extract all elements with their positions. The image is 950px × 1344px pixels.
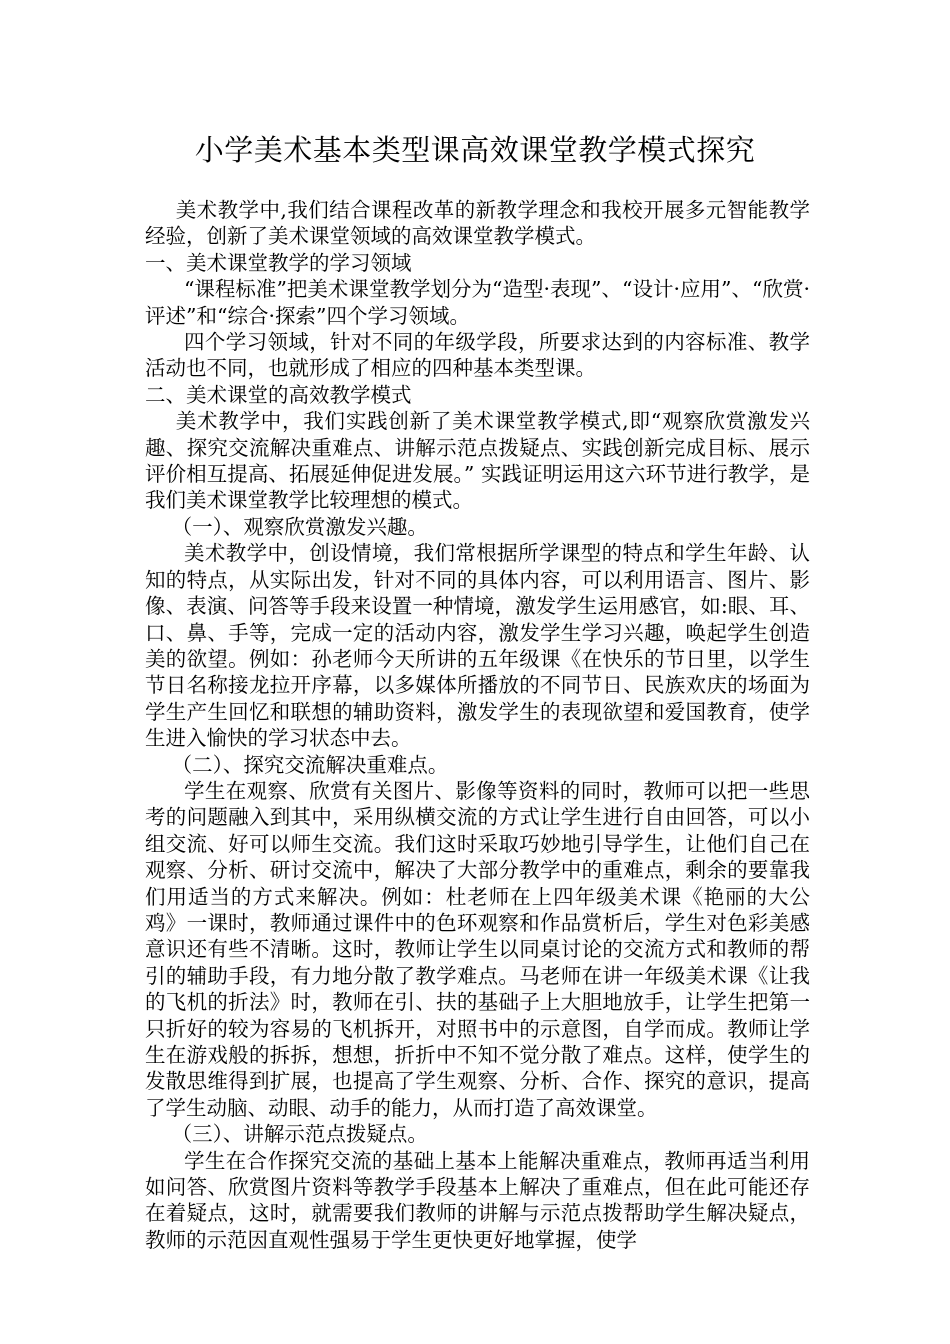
paragraph-demonstrate: 学生在合作探究交流的基础上基本上能解决重难点，教师再适当利用如问答、欣赏图片资料等教学手段基本上解决了重难点，但在此可能还存在着疑点，这时，就需要我们教师的讲解与示范点拨帮助学生解决疑点，教师的示范因直观性强易于学生更快更好地掌握，使学 [145, 1148, 810, 1252]
paragraph-four-fields: 四个学习领域，针对不同的年级学段，所要求达到的内容标准、教学活动也不同，也就形成了相应的四种基本类型课。 [145, 330, 810, 381]
paragraph-teaching-model: 美术教学中，我们实践创新了美术课堂教学模式,即“观察欣赏激发兴趣、探究交流解决重难点、讲解示范点拨疑点、实践创新完成目标、展示评价相互提高、拓展延伸促进发展。” 实践证明运用这六环节进行教学，是我们美术课堂教学比较理想的模式。 [145, 409, 810, 513]
subsection-heading-1: （一）、观察欣赏激发兴趣。 [171, 514, 428, 539]
subsection-heading-3: （三）、讲解示范点拨疑点。 [171, 1122, 428, 1147]
paragraph-intro: 美术教学中,我们结合课程改革的新教学理念和我校开展多元智能教学经验，创新了美术课堂领域的高效课堂教学模式。 [145, 198, 810, 249]
subsection-heading-2: （二）、探究交流解决重难点。 [171, 752, 449, 777]
document-title: 小学美术基本类型课高效课堂教学模式探究 [194, 133, 756, 167]
paragraph-explore: 学生在观察、欣赏有关图片、影像等资料的同时，教师可以把一些思考的问题融入到其中，采用纵横交流的方式让学生进行自由回答，可以小组交流、好可以师生交流。我们这时采取巧妙地引导学生，让他们自己在观察、分析、研讨交流中，解决了大部分教学中的重难点，剩余的要靠我们用适当的方式来解决。例如：杜老师在上四年级美术课《艳丽的大公鸡》一课时，教师通过课件中的色环观察和作品赏析后，学生对色彩美感意识还有些不清晰。这时，教师让学生以同桌讨论的交流方式和教师的帮引的辅助手段，有力地分散了教学难点。马老师在讲一年级美术课《让我的飞机的折法》时，教师在引、扶的基础子上大胆地放手，让学生把第一只折好的较为容易的飞机拆开，对照书中的示意图，自学而成。教师让学生在游戏般的拆拆，想想，折折中不知不觉分散了难点。这样，使学生的发散思维得到扩展，也提高了学生观察、分析、合作、探究的意识，提高了学生动脑、动眼、动手的能力，从而打造了高效课堂。 [145, 778, 810, 1120]
section-heading-1: 一、美术课堂教学的学习领域 [145, 250, 412, 275]
document-body [145, 197, 810, 1253]
paragraph-curriculum: “课程标准”把美术课堂教学划分为“造型·表现”、“设计·应用”、“欣赏·评述”和“综合·探索”四个学习领域。 [145, 277, 810, 328]
section-heading-2: 二、美术课堂的高效教学模式 [145, 382, 412, 407]
paragraph-observe: 美术教学中，创设情境，我们常根据所学课型的特点和学生年龄、认知的特点，从实际出发，针对不同的具体内容，可以利用语言、图片、影像、表演、问答等手段来设置一种情境，激发学生运用感官，如:眼、耳、口、鼻、手等，完成一定的活动内容，激发学生学习兴趣，唤起学生创造美的欲望。例如：孙老师今天所讲的五年级课《在快乐的节日里，以学生节日名称接龙拉开序幕，以多媒体所播放的不同节日、民族欢庆的场面为学生产生回忆和联想的辅助资料，激发学生的表现欲望和爱国教育，使学生进入愉快的学习状态中去。 [145, 541, 810, 751]
